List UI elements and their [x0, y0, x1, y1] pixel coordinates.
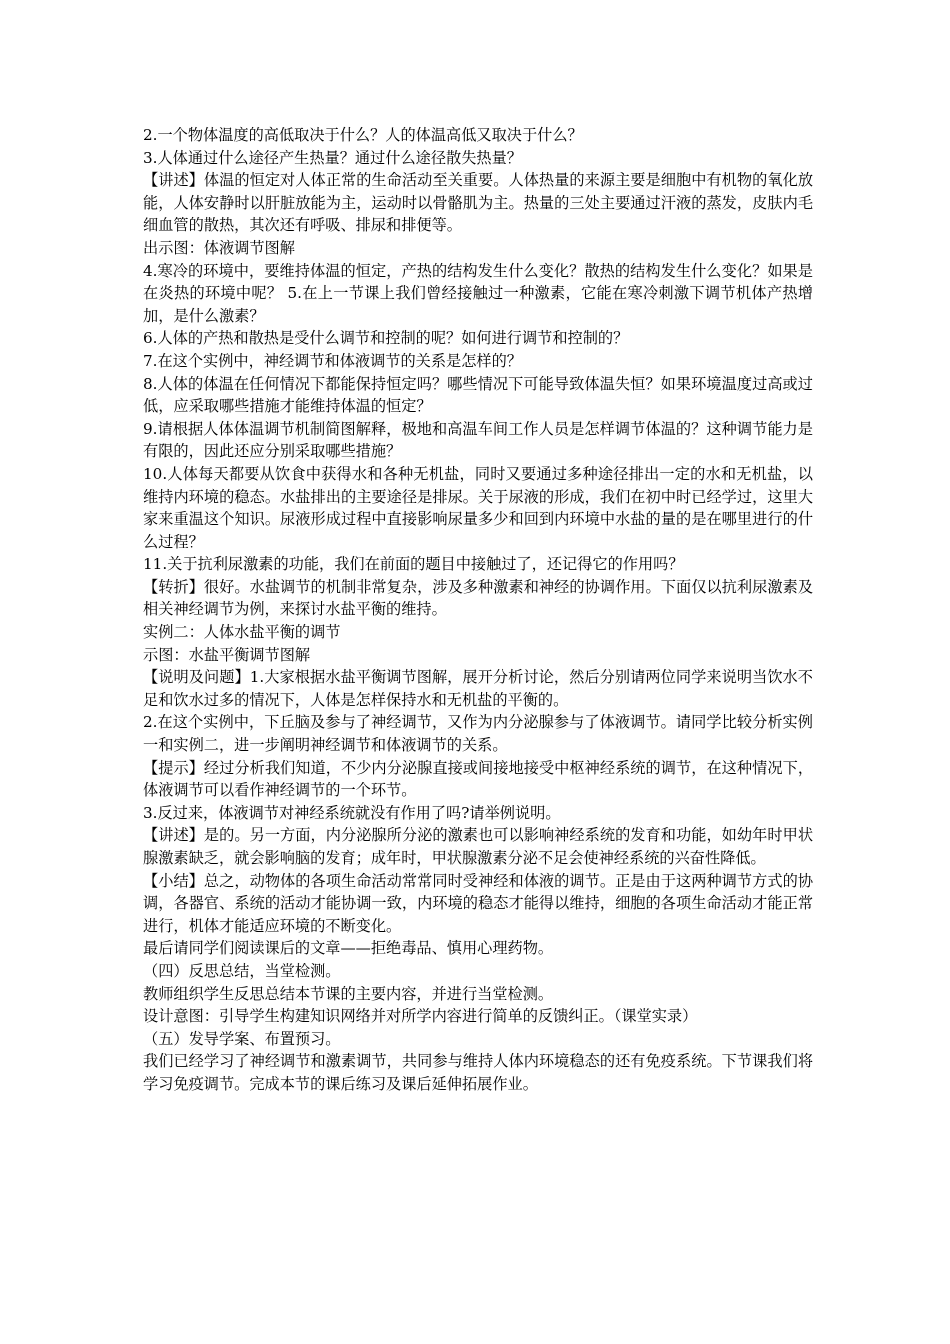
explanation-question-1: 【说明及问题】1.大家根据水盐平衡调节图解，展开分析讨论，然后分别请两位同学来说明当饮水不足和饮水过多的情况下，人体是怎样保持水和无机盐的平衡的。 [143, 668, 813, 709]
example-two-heading: 实例二：人体水盐平衡的调节 [143, 623, 341, 642]
question-6: 6.人体的产热和散热是受什么调节和控制的呢？如何进行调节和控制的？ [143, 329, 629, 348]
transition-paragraph: 【转折】很好。水盐调节的机制非常复杂，涉及多种激素和神经的协调作用。下面仅以抗利尿激素及相关神经调节为例，来探讨水盐平衡的维持。 [143, 577, 813, 619]
question-3: 3.人体通过什么途径产生热量？通过什么途径散失热量？ [143, 148, 522, 167]
document-page [143, 124, 813, 1096]
question-11: 11.关于抗利尿激素的功能，我们在前面的题目中接触过了，还记得它的作用吗？ [143, 555, 684, 574]
question-7: 7.在这个实例中，神经调节和体液调节的关系是怎样的？ [143, 351, 522, 370]
closing-paragraph: 我们已经学习了神经调节和激素调节，共同参与维持人体内环境稳态的还有免疫系统。下节课我们将学习免疫调节。完成本节的课后练习及课后延伸拓展作业。 [143, 1052, 813, 1093]
section-four-heading: （四）反思总结，当堂检测。 [143, 961, 341, 980]
section-five-heading: （五）发导学案、布置预习。 [143, 1029, 341, 1048]
question-9: 9.请根据人体体温调节机制简图解释，极地和高温车间工作人员是怎样调节体温的？这种调节能力是有限的，因此还应分别采取哪些措施？ [143, 419, 813, 461]
question-2: 2.一个物体温度的高低取决于什么？人的体温高低又取决于什么？ [143, 126, 583, 144]
lecture-hormones: 【讲述】是的。另一方面，内分泌腺所分泌的激素也可以影响神经系统的发育和功能，如幼年时甲状腺激素缺乏，就会影响脑的发育；成年时，甲状腺激素分泌不足会使神经系统的兴奋性降低。 [143, 826, 813, 867]
question-10: 10.人体每天都要从饮食中获得水和各种无机盐，同时又要通过多种途径排出一定的水和无机盐，以维持内环境的稳态。水盐排出的主要途径是排尿。关于尿液的形成，我们在初中时已经学过，这里大家来重温这个知识。尿液形成过程中直接影响尿量多少和回到内环境中水盐的量的是在哪里进行的什么过程？ [143, 464, 813, 551]
lecture-body-temperature: 【讲述】体温的恒定对人体正常的生命活动至关重要。人体热量的来源主要是细胞中有机物的氧化放能，人体安静时以肝脏放能为主，运动时以骨骼肌为主。热量的三处主要通过汗液的蒸发，皮肤内毛细血管的散热，其次还有呼吸、排尿和排便等。 [143, 171, 813, 235]
question-8: 8.人体的体温在任何情况下都能保持恒定吗？哪些情况下可能导致体温失恒？如果环境温度过高或过低，应采取哪些措施才能维持体温的恒定？ [143, 374, 813, 416]
figure-caption-water-salt: 示图：水盐平衡调节图解 [143, 645, 311, 664]
question-4-5: 4.寒冷的环境中，要维持体温的恒定，产热的结构发生什么变化？散热的结构发生什么变化？如果是在炎热的环境中呢？ 5.在上一节课上我们曾经接触过一种激素，它能在寒冷刺激下调节机体产热增加，是什么激素？ [143, 261, 813, 325]
summary-paragraph: 【小结】总之，动物体的各项生命活动常常同时受神经和体液的调节。正是由于这两种调节方式的协调，各器官、系统的活动才能协调一致，内环境的稳态才能得以维持，细胞的各项生命活动才能正常进行，机体才能适应环境的不断变化。 [143, 871, 813, 935]
explanation-question-3: 3.反过来，体液调节对神经系统就没有作用了吗?请举例说明。 [143, 803, 561, 822]
design-intent: 设计意图：引导学生构建知识网络并对所学内容进行简单的反馈纠正。（课堂实录） [143, 1007, 698, 1026]
reading-assignment: 最后请同学们阅读课后的文章——拒绝毒品、慎用心理药物。 [143, 939, 554, 958]
teacher-reflection: 教师组织学生反思总结本节课的主要内容，并进行当堂检测。 [143, 984, 554, 1003]
explanation-question-2: 2.在这个实例中，下丘脑及参与了神经调节，又作为内分泌腺参与了体液调节。请同学比较分析实例一和实例二，进一步阐明神经调节和体液调节的关系。 [143, 713, 813, 755]
hint-paragraph: 【提示】经过分析我们知道，不少内分泌腺直接或间接地接受中枢神经系统的调节，在这种情况下，体液调节可以看作神经调节的一个环节。 [143, 758, 813, 800]
figure-caption-humoral: 出示图：体液调节图解 [143, 238, 295, 257]
